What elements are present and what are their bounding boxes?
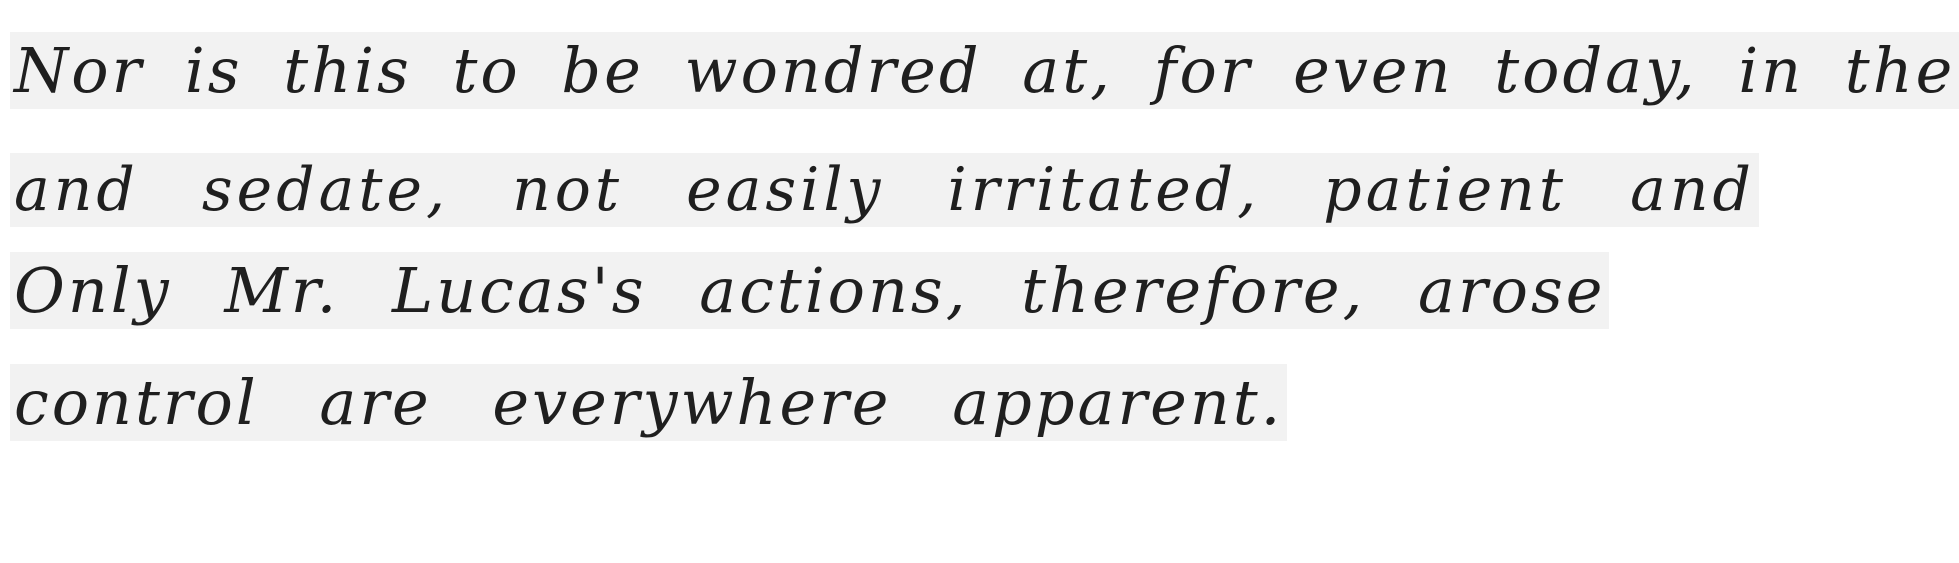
handwritten-line-2 (10, 155, 1759, 225)
handwritten-text: control are everywhere apparent. (10, 364, 1287, 441)
handwritten-line-1 (10, 34, 1959, 107)
handwritten-line-3 (10, 254, 1609, 327)
handwritten-text: Nor is this to be wondred at, for even today, in the (10, 32, 1959, 109)
handwritten-text: Only Mr. Lucas's actions, therefore, arose (10, 252, 1609, 329)
handwritten-line-4 (10, 366, 1287, 439)
handwritten-text: and sedate, not easily irritated, patient and (10, 153, 1759, 227)
